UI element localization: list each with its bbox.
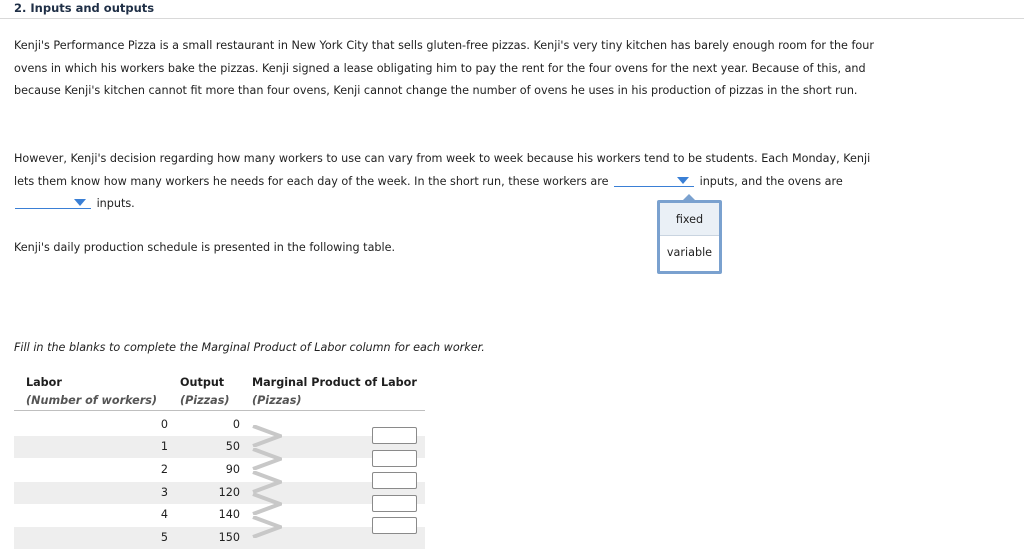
header-labor: Labor	[26, 376, 62, 389]
dropdown-arrow-icon[interactable]	[677, 177, 689, 184]
option-variable[interactable]: variable	[666, 246, 713, 259]
paragraph-workers-text-2: inputs, and the ovens are	[699, 174, 843, 188]
mpl-input-worker-4[interactable]	[372, 495, 417, 512]
table-header-divider	[14, 410, 425, 411]
section-header	[0, 0, 1024, 19]
output-cell: 50	[225, 440, 240, 453]
output-cell: 150	[218, 531, 240, 544]
table-row	[14, 482, 425, 504]
header-mpl: Marginal Product of Labor	[252, 376, 417, 389]
output-cell: 0	[232, 418, 240, 431]
instruction-text: Fill in the blanks to complete the Marginal Product of Labor column for each worker.	[14, 341, 485, 354]
paragraph-workers	[14, 148, 874, 216]
labor-cell: 1	[160, 440, 168, 453]
labor-cell: 0	[160, 418, 168, 431]
section-title: 2. Inputs and outputs	[14, 1, 155, 15]
paragraph-workers-text-1: However, Kenji's decision regarding how many workers to use can vary from week to week because his workers tend to be students. Each Monday, Kenji lets them know how many workers he needs for each day of the week. In the short run, these workers are	[14, 152, 871, 188]
paragraph-schedule: Kenji's daily production schedule is presented in the following table.	[14, 241, 396, 254]
difference-chevron-icon	[252, 493, 282, 515]
difference-chevron-icon	[252, 448, 282, 470]
output-cell: 120	[218, 486, 240, 499]
dropdown-arrow-icon[interactable]	[74, 199, 86, 206]
workers-input-type-dropdown[interactable]	[614, 173, 694, 187]
mpl-input-worker-5[interactable]	[372, 517, 417, 534]
mpl-input-worker-1[interactable]	[372, 427, 417, 444]
difference-chevron-icon	[252, 471, 282, 493]
table-row	[14, 459, 425, 481]
table-row	[14, 436, 425, 458]
mpl-input-worker-3[interactable]	[372, 472, 417, 489]
table-row	[14, 504, 425, 526]
header-output-sub: (Pizzas)	[180, 394, 230, 407]
labor-cell: 4	[160, 508, 168, 521]
output-cell: 140	[218, 508, 240, 521]
header-output: Output	[180, 376, 225, 389]
paragraph-workers-text-3: inputs.	[96, 197, 135, 210]
mpl-input-worker-2[interactable]	[372, 450, 417, 467]
labor-cell: 3	[160, 486, 168, 499]
header-mpl-sub: (Pizzas)	[252, 394, 302, 407]
table-row	[14, 527, 425, 549]
header-labor-sub: (Number of workers)	[26, 394, 158, 407]
labor-cell: 5	[160, 531, 168, 544]
difference-chevron-icon	[252, 425, 282, 447]
option-fixed[interactable]: fixed	[660, 203, 719, 236]
paragraph-intro: Kenji's Performance Pizza is a small restaurant in New York City that sells gluten-free pizzas. Kenji's very tiny kitchen has barely enough room for the four ovens in which his workers bake the pizzas. Kenji signed a lease obligating him to pay the rent for the four ovens for the next year. Because of this, and because Kenji's kitchen cannot fit more than four ovens, Kenji cannot change the number of ovens he uses in his production of pizzas in the short run.	[14, 39, 874, 97]
difference-chevron-icon	[252, 516, 282, 538]
output-cell: 90	[225, 463, 240, 476]
ovens-input-type-dropdown[interactable]	[15, 195, 91, 209]
table-row	[14, 414, 425, 436]
labor-cell: 2	[160, 463, 168, 476]
